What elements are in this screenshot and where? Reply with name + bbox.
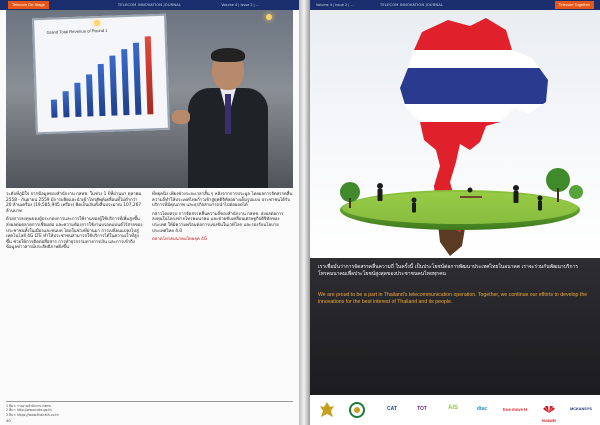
right-page-header xyxy=(310,0,600,10)
thailand-map-illustration xyxy=(310,10,600,260)
dtac-logo: dtac xyxy=(476,406,488,412)
speaker-figure xyxy=(184,48,272,188)
issue-info: Volume 4 | Issue 2 | ... xyxy=(221,3,259,7)
footnote: 2 ที่มา: http://www.nbtc.go.th xyxy=(6,408,52,413)
cat-logo: CAT xyxy=(387,406,397,412)
footnote: 3 ที่มา: https://www.thairath.co.th xyxy=(6,412,59,417)
huawei-logo: HUAWEI xyxy=(534,401,564,423)
left-page xyxy=(0,0,299,425)
journal-title: TELECOM INNOVATION JOURNAL xyxy=(117,3,182,7)
english-headline: We are proud to be a part in Thailand's telecommunication operation. Together, we continue our efforts to develop the innovations for the best interest of Thailand and its people. xyxy=(318,292,588,305)
article-column-2 xyxy=(152,192,293,246)
paragraph: ระดับที่ภูมิใจ จากข้อมูลของสำนักงาน กสทช. ในช่วง 1 ปีที่ผ่านมา ตุลาคม 2558 - กันยายน 2559 มีการผลิตและนำเข้าโทรศัพท์เคลื่อนที่ไม่ต่ำกว่า 20 ล้านเครื่อง (19,585,945 เครื่อง) คิดเป็นเงินทั้งสิ้นประมาณ 107,267 ล้านบาท xyxy=(6,192,142,214)
spine-gutter xyxy=(299,0,310,425)
partner-logos xyxy=(310,395,600,425)
poster-message xyxy=(310,258,600,395)
thai-headline: เราเชื่อมั่นว่าการจัดสรรคลื่นความถี่ ในครั้งนี้ เป็นประโยชน์ต่อการพัฒนาประเทศไทยในอนาคต เราจะร่วมกันพัฒนาบริการโทรคมนาคมเพื่อประโยชน์สูงสุดของประชาชนคนไทยทุกคน xyxy=(318,264,579,277)
paragraph: กล่าวโดยสรุป การจัดสรรคลื่นความถี่ของสำนักงาน กสทช. ส่งผลต่อการลงทุนในโครงข่ายโทรคมนาคม และช่วยขับเคลื่อนเศรษฐกิจดิจิทัลของประเทศ ให้มีความพร้อมต่อการแข่งขันในเวทีโลก และรองรับนโยบายประเทศไทย 4.0 xyxy=(152,211,284,234)
tot-logo: TOT xyxy=(417,406,427,412)
mckansys-logo: MCKANSYS xyxy=(570,407,592,411)
footnote: 1 ที่มา: รายงานสำนักงาน กสทช. xyxy=(6,403,52,408)
garuda-emblem xyxy=(318,401,336,424)
footnotes xyxy=(6,401,293,417)
presentation-screen xyxy=(32,14,170,135)
article-link[interactable]: ตลาดโทรคมนาคมไทยยุค 4G xyxy=(152,237,208,243)
section-tag: Telecom On Stage xyxy=(8,1,49,9)
issue-info: Volume 4 | Issue 2 | ... xyxy=(316,3,354,7)
screen-title: Grand Total Revenue of Round 1 xyxy=(46,27,108,35)
journal-title: TELECOM INNOVATION JOURNAL xyxy=(380,3,444,7)
ceiling-light xyxy=(94,20,100,26)
page-number: 40 xyxy=(6,418,11,423)
left-page-header xyxy=(0,0,299,10)
paragraph: ที่หยุดนิ่ง เพียงช่วงระยะเวลาสั้น ๆ หลังจากการประมูล โดยผลการจัดสรรคลื่นความถี่ทำให้ประเทศไทยก้าวเข้าสู่ยุคดิจิทัลอย่างเต็มรูปแบบ ประชาชนได้รับบริการที่มีคุณภาพ และธุรกิจสามารถนำไปต่อยอดได้ xyxy=(152,192,293,209)
section-tag: Telecom Together xyxy=(555,1,595,9)
nbtc-logo xyxy=(348,401,366,424)
article-photo xyxy=(6,10,293,188)
article-column-1 xyxy=(6,192,144,254)
ais-logo: AIS xyxy=(447,405,458,411)
right-page xyxy=(310,0,600,425)
ceiling-light xyxy=(266,14,272,20)
truemove-logo: true move H xyxy=(502,407,528,412)
paragraph: ด้วยการลงทุนของผู้ประกอบการและการใช้งานของผู้ใช้บริการที่เพิ่มสูงขึ้นส่งผลต่อตลาดการเชื่อมต่อ และความต้องการใช้งานบรอดแบนด์ไร้สายของประชาชนทั้งในเมืองและชนบท โดยในช่วงที่ผ่านมา การเปลี่ยนแปลงไปสู่เทคโนโลยี 4G LTE ทำให้ประชาชนสามารถใช้บริการได้ในความเร็วที่สูงขึ้น ช่วยให้การติดต่อสื่อสาร การทำธุรกรรมทางการเงิน และการเข้าถึงข้อมูลข่าวสารมีประสิทธิภาพยิ่งขึ้น xyxy=(6,217,143,251)
